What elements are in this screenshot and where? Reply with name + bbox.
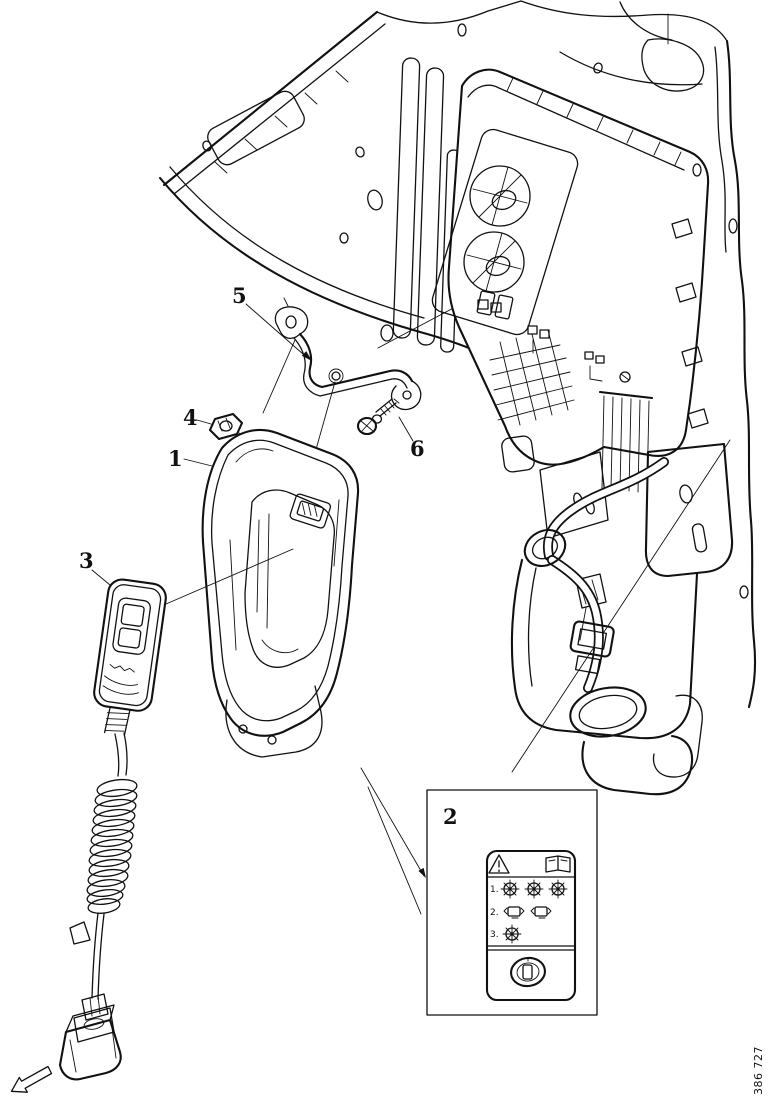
heater-unit <box>429 70 708 465</box>
panel-hole <box>381 325 393 341</box>
open-book-icon <box>546 856 570 872</box>
callout-3: 3 <box>79 548 94 573</box>
panel-hole <box>340 233 348 243</box>
remote-transmitter <box>89 578 168 776</box>
cable-clip <box>70 922 90 944</box>
callout-4: 4 <box>183 405 198 430</box>
cable-connector <box>60 994 121 1079</box>
label-leader-lines <box>361 768 424 914</box>
callout-1: 1 <box>168 446 183 471</box>
callout-2: 2 <box>443 804 458 829</box>
label-row-index: 1. <box>490 885 499 895</box>
callout-6: 6 <box>410 436 425 461</box>
connector-plug-icon <box>509 956 547 988</box>
panel-hole <box>729 219 737 233</box>
dial-icon <box>503 925 521 943</box>
panel-hole <box>366 189 385 212</box>
dial-icon <box>549 880 567 898</box>
label-row-index: 2. <box>490 908 499 918</box>
label-row-index: 3. <box>490 930 499 940</box>
warning-label <box>487 851 575 1000</box>
device-arrows-icon <box>531 907 551 918</box>
dial-icon <box>525 880 543 898</box>
device-arrows-icon <box>504 907 524 918</box>
label-callout-box <box>361 768 597 1015</box>
mounting-screw <box>358 399 399 434</box>
panel-hole <box>458 24 466 36</box>
callout-5: 5 <box>232 283 247 308</box>
panel-hole <box>355 146 366 158</box>
leader-arrowhead <box>418 868 426 878</box>
wiring-harness <box>518 462 664 688</box>
coiled-cable <box>70 777 138 999</box>
forward-direction-arrow-icon <box>12 1067 52 1093</box>
warning-triangle-icon <box>489 855 509 873</box>
dial-icon <box>501 880 519 898</box>
remote-holder <box>166 430 358 757</box>
panel-hole <box>740 586 748 598</box>
figure-number: 386 727 <box>752 1046 765 1095</box>
